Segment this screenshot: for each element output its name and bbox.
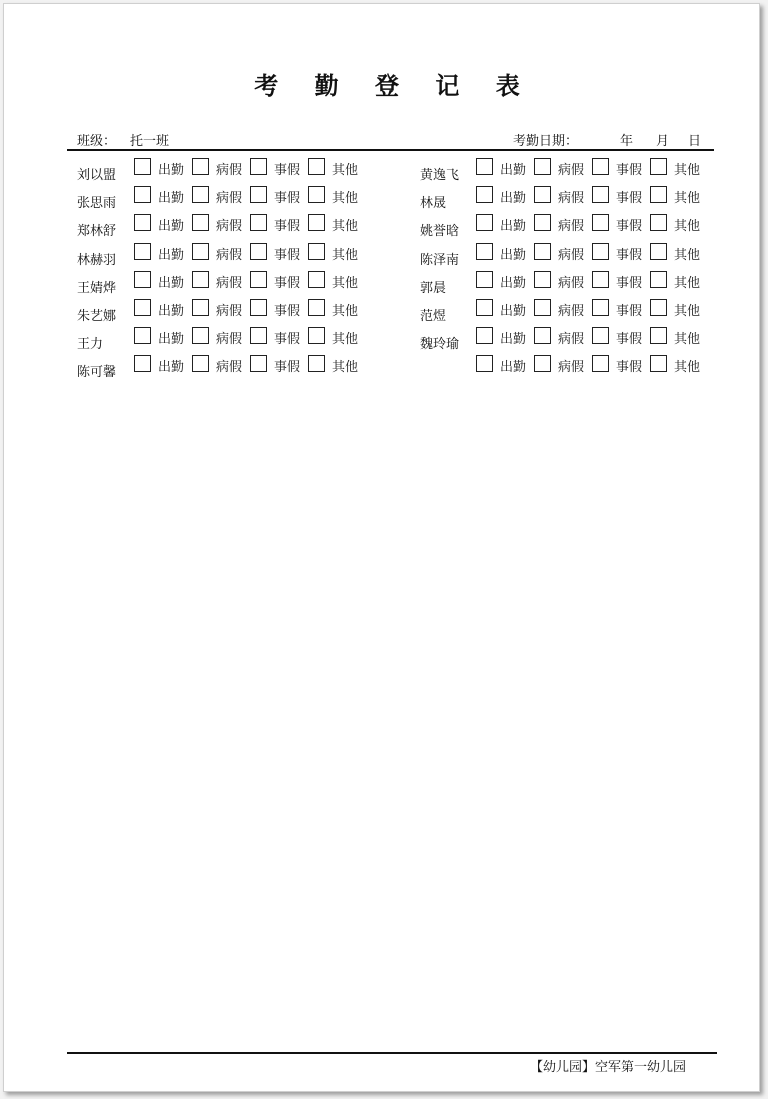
student-name: 姚誉晗: [420, 224, 460, 239]
checkbox[interactable]: [592, 243, 609, 260]
option-label: 病假: [558, 248, 585, 263]
attendance-row: [0, 243, 768, 268]
option-label: 出勤: [158, 191, 185, 206]
student-name: 林晟: [420, 196, 447, 211]
option-label: 事假: [274, 248, 301, 263]
option-label: 病假: [216, 304, 243, 319]
checkbox[interactable]: [592, 158, 609, 175]
option-label: 事假: [616, 219, 643, 234]
checkbox[interactable]: [534, 355, 551, 372]
option-label: 事假: [616, 248, 643, 263]
checkbox[interactable]: [650, 299, 667, 316]
checkbox[interactable]: [476, 214, 493, 231]
page-title: 考 勤 登 记 表: [254, 71, 534, 100]
option-label: 其他: [332, 191, 359, 206]
option-label: 出勤: [158, 219, 185, 234]
attendance-row: [0, 299, 768, 324]
student-name: 刘以盟: [77, 168, 117, 183]
option-label: 其他: [674, 191, 701, 206]
option-label: 出勤: [500, 219, 527, 234]
option-label: 其他: [332, 360, 359, 375]
option-label: 病假: [216, 360, 243, 375]
option-label: 事假: [274, 219, 301, 234]
attendance-row: [0, 355, 768, 375]
header-divider: [67, 149, 714, 151]
footer-text: 【幼儿园】空军第一幼儿园: [530, 1060, 687, 1075]
checkbox[interactable]: [650, 243, 667, 260]
option-label: 病假: [558, 163, 585, 178]
option-label: 出勤: [158, 332, 185, 347]
option-label: 出勤: [500, 276, 527, 291]
checkbox[interactable]: [534, 158, 551, 175]
checkbox[interactable]: [592, 214, 609, 231]
date-day: 日: [688, 134, 702, 149]
option-label: 事假: [616, 304, 643, 319]
option-label: 出勤: [500, 332, 527, 347]
option-label: 其他: [332, 219, 359, 234]
option-label: 其他: [674, 304, 701, 319]
checkbox[interactable]: [476, 158, 493, 175]
option-label: 出勤: [158, 304, 185, 319]
checkbox[interactable]: [592, 355, 609, 372]
option-label: 事假: [274, 191, 301, 206]
option-label: 事假: [616, 191, 643, 206]
checkbox[interactable]: [650, 186, 667, 203]
student-name: 王婧烨: [77, 281, 117, 296]
option-label: 其他: [332, 332, 359, 347]
checkbox[interactable]: [592, 186, 609, 203]
option-label: 病假: [216, 248, 243, 263]
checkbox[interactable]: [476, 355, 493, 372]
student-name: 陈可馨: [77, 365, 117, 380]
student-name: 黄逸飞: [420, 168, 460, 183]
option-label: 其他: [674, 219, 701, 234]
option-label: 其他: [674, 276, 701, 291]
checkbox[interactable]: [650, 327, 667, 344]
option-label: 出勤: [158, 163, 185, 178]
option-label: 出勤: [158, 360, 185, 375]
option-label: 其他: [332, 248, 359, 263]
option-label: 事假: [274, 332, 301, 347]
checkbox[interactable]: [476, 243, 493, 260]
checkbox[interactable]: [534, 243, 551, 260]
attendance-row: [0, 158, 768, 183]
date-year: 年: [620, 134, 634, 149]
student-name: 郭晨: [420, 281, 447, 296]
checkbox[interactable]: [650, 271, 667, 288]
option-label: 出勤: [500, 360, 527, 375]
attendance-row: [0, 271, 768, 296]
option-label: 病假: [216, 219, 243, 234]
option-label: 病假: [558, 332, 585, 347]
option-label: 病假: [216, 332, 243, 347]
checkbox[interactable]: [534, 327, 551, 344]
date-month: 月: [656, 134, 670, 149]
checkbox[interactable]: [476, 186, 493, 203]
attendance-row: [0, 327, 768, 352]
checkbox[interactable]: [534, 271, 551, 288]
checkbox[interactable]: [476, 299, 493, 316]
option-label: 出勤: [500, 163, 527, 178]
checkbox[interactable]: [650, 214, 667, 231]
option-label: 病假: [216, 163, 243, 178]
option-label: 其他: [674, 332, 701, 347]
footer-divider: [67, 1052, 717, 1054]
checkbox[interactable]: [534, 186, 551, 203]
attendance-row: [0, 186, 768, 211]
checkbox[interactable]: [476, 327, 493, 344]
date-label: 考勤日期：: [513, 134, 579, 149]
option-label: 出勤: [158, 276, 185, 291]
option-label: 其他: [332, 276, 359, 291]
option-label: 事假: [616, 332, 643, 347]
option-label: 病假: [558, 360, 585, 375]
student-name: 朱艺娜: [77, 309, 117, 324]
student-name: 范煜: [420, 309, 447, 324]
option-label: 出勤: [158, 248, 185, 263]
option-label: 病假: [558, 276, 585, 291]
checkbox[interactable]: [592, 271, 609, 288]
checkbox[interactable]: [476, 271, 493, 288]
option-label: 其他: [332, 304, 359, 319]
attendance-row: [0, 214, 768, 239]
checkbox[interactable]: [650, 158, 667, 175]
option-label: 事假: [274, 304, 301, 319]
checkbox[interactable]: [534, 214, 551, 231]
student-name: 张思雨: [77, 196, 117, 211]
option-label: 事假: [616, 360, 643, 375]
option-label: 病假: [216, 191, 243, 206]
option-label: 出勤: [500, 191, 527, 206]
option-label: 出勤: [500, 304, 527, 319]
option-label: 其他: [674, 163, 701, 178]
option-label: 事假: [274, 360, 301, 375]
student-name: 魏玲瑜: [420, 337, 460, 352]
checkbox[interactable]: [650, 355, 667, 372]
option-label: 病假: [558, 219, 585, 234]
class-value: 托一班: [130, 134, 170, 149]
class-label: 班级：: [77, 134, 117, 149]
option-label: 事假: [274, 276, 301, 291]
student-name: 王力: [77, 337, 104, 352]
option-label: 事假: [274, 163, 301, 178]
checkbox[interactable]: [534, 299, 551, 316]
option-label: 病假: [216, 276, 243, 291]
student-name: 郑林舒: [77, 224, 117, 239]
option-label: 其他: [332, 163, 359, 178]
option-label: 病假: [558, 191, 585, 206]
student-name: 陈泽南: [420, 253, 460, 268]
option-label: 病假: [558, 304, 585, 319]
class-field: [77, 130, 169, 149]
checkbox[interactable]: [592, 327, 609, 344]
option-label: 其他: [674, 248, 701, 263]
option-label: 事假: [616, 276, 643, 291]
option-label: 出勤: [500, 248, 527, 263]
checkbox[interactable]: [592, 299, 609, 316]
option-label: 事假: [616, 163, 643, 178]
student-name: 林赫羽: [77, 253, 117, 268]
option-label: 其他: [674, 360, 701, 375]
